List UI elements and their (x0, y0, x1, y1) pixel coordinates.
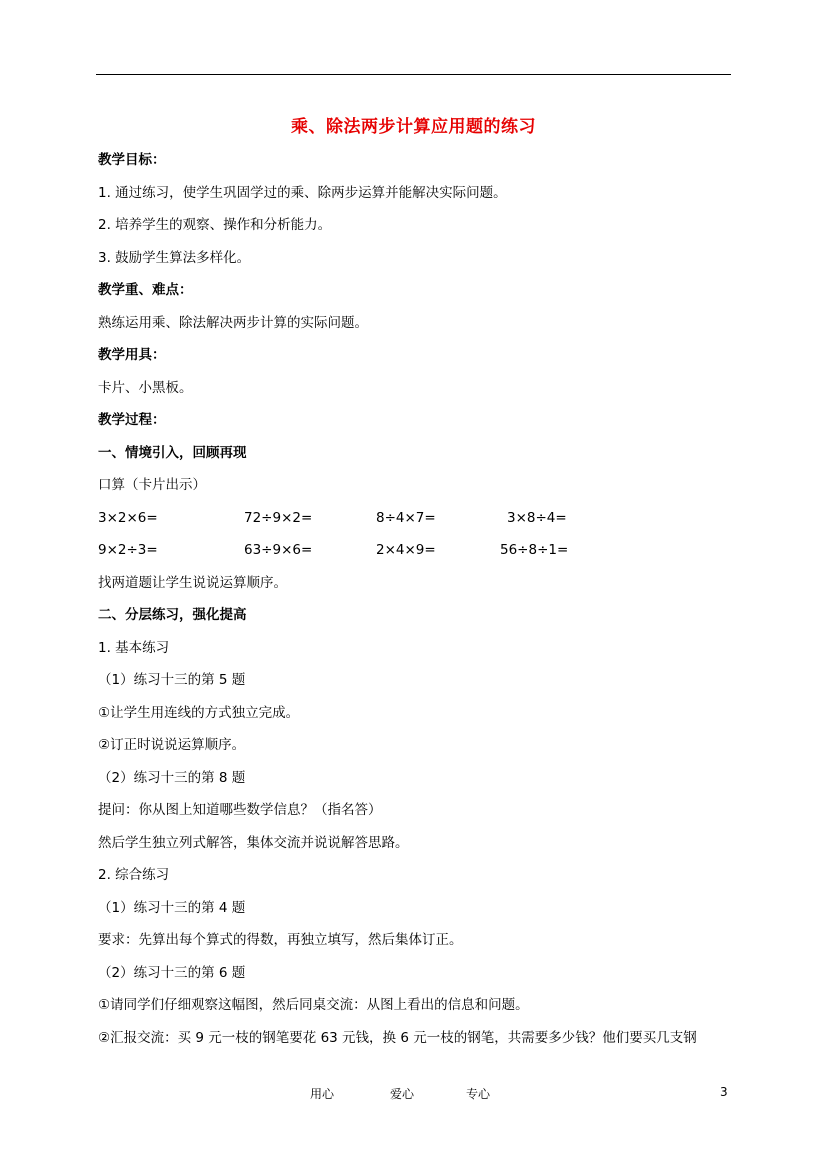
question-prompt: 提问：你从图上知道哪些数学信息？（指名答） (98, 802, 382, 818)
document-title: 乘、除法两步计算应用题的练习 (291, 117, 536, 137)
section-2-heading: 二、分层练习，强化提高 (98, 607, 247, 623)
step-connect-lines: ①让学生用连线的方式独立完成。 (98, 705, 300, 721)
footer-left: 用心 (310, 1087, 335, 1101)
calc-r2-c1: 9×2÷3= (98, 542, 158, 558)
heading-process: 教学过程： (98, 412, 166, 428)
footer-middle: 爱心 (390, 1087, 415, 1101)
exercise-13-4: （1）练习十三的第 4 题 (98, 900, 246, 916)
tools-text: 卡片、小黑板。 (98, 380, 193, 396)
oral-calc-label: 口算（卡片出示） (98, 477, 206, 493)
calc-r1-c3: 8÷4×7= (376, 510, 436, 526)
basic-practice: 1. 基本练习 (98, 640, 170, 656)
calc-r2-c4: 56÷8÷1= (500, 542, 569, 558)
observe-picture: ①请同学们仔细观察这幅图，然后同桌交流：从图上看出的信息和问题。 (98, 997, 529, 1013)
heading-tools: 教学用具： (98, 347, 166, 363)
section-1-heading: 一、情境引入，回顾再现 (98, 445, 247, 461)
footer-right: 专心 (466, 1087, 491, 1101)
report-exchange: ②汇报交流：买 9 元一枝的钢笔要花 63 元钱，换 6 元一枝的钢笔，共需要多少钱？他们要买几支钢 (98, 1030, 697, 1046)
order-question: 找两道题让学生说说运算顺序。 (98, 575, 287, 591)
calc-r1-c2: 72÷9×2= (244, 510, 313, 526)
exercise-13-6: （2）练习十三的第 6 题 (98, 965, 246, 981)
calc-r1-c1: 3×2×6= (98, 510, 158, 526)
heading-objectives: 教学目标： (98, 152, 166, 168)
calc-r1-c4: 3×8÷4= (507, 510, 567, 526)
step-correction: ②订正时说说运算顺序。 (98, 737, 246, 753)
calc-r2-c2: 63÷9×6= (244, 542, 313, 558)
header-rule (96, 74, 731, 75)
independent-solve: 然后学生独立列式解答，集体交流并说说解答思路。 (98, 835, 409, 851)
objective-2: 2. 培养学生的观察、操作和分析能力。 (98, 217, 332, 233)
comprehensive-practice: 2. 综合练习 (98, 867, 170, 883)
objective-1: 1. 通过练习，使学生巩固学过的乘、除两步运算并能解决实际问题。 (98, 185, 507, 201)
requirement-text: 要求：先算出每个算式的得数，再独立填写，然后集体订正。 (98, 932, 463, 948)
exercise-13-8: （2）练习十三的第 8 题 (98, 770, 246, 786)
exercise-13-5: （1）练习十三的第 5 题 (98, 672, 246, 688)
page-number: 3 (720, 1085, 728, 1099)
objective-3: 3. 鼓励学生算法多样化。 (98, 250, 251, 266)
heading-key-points: 教学重、难点： (98, 282, 193, 298)
key-points-text: 熟练运用乘、除法解决两步计算的实际问题。 (98, 315, 368, 331)
calc-r2-c3: 2×4×9= (376, 542, 436, 558)
